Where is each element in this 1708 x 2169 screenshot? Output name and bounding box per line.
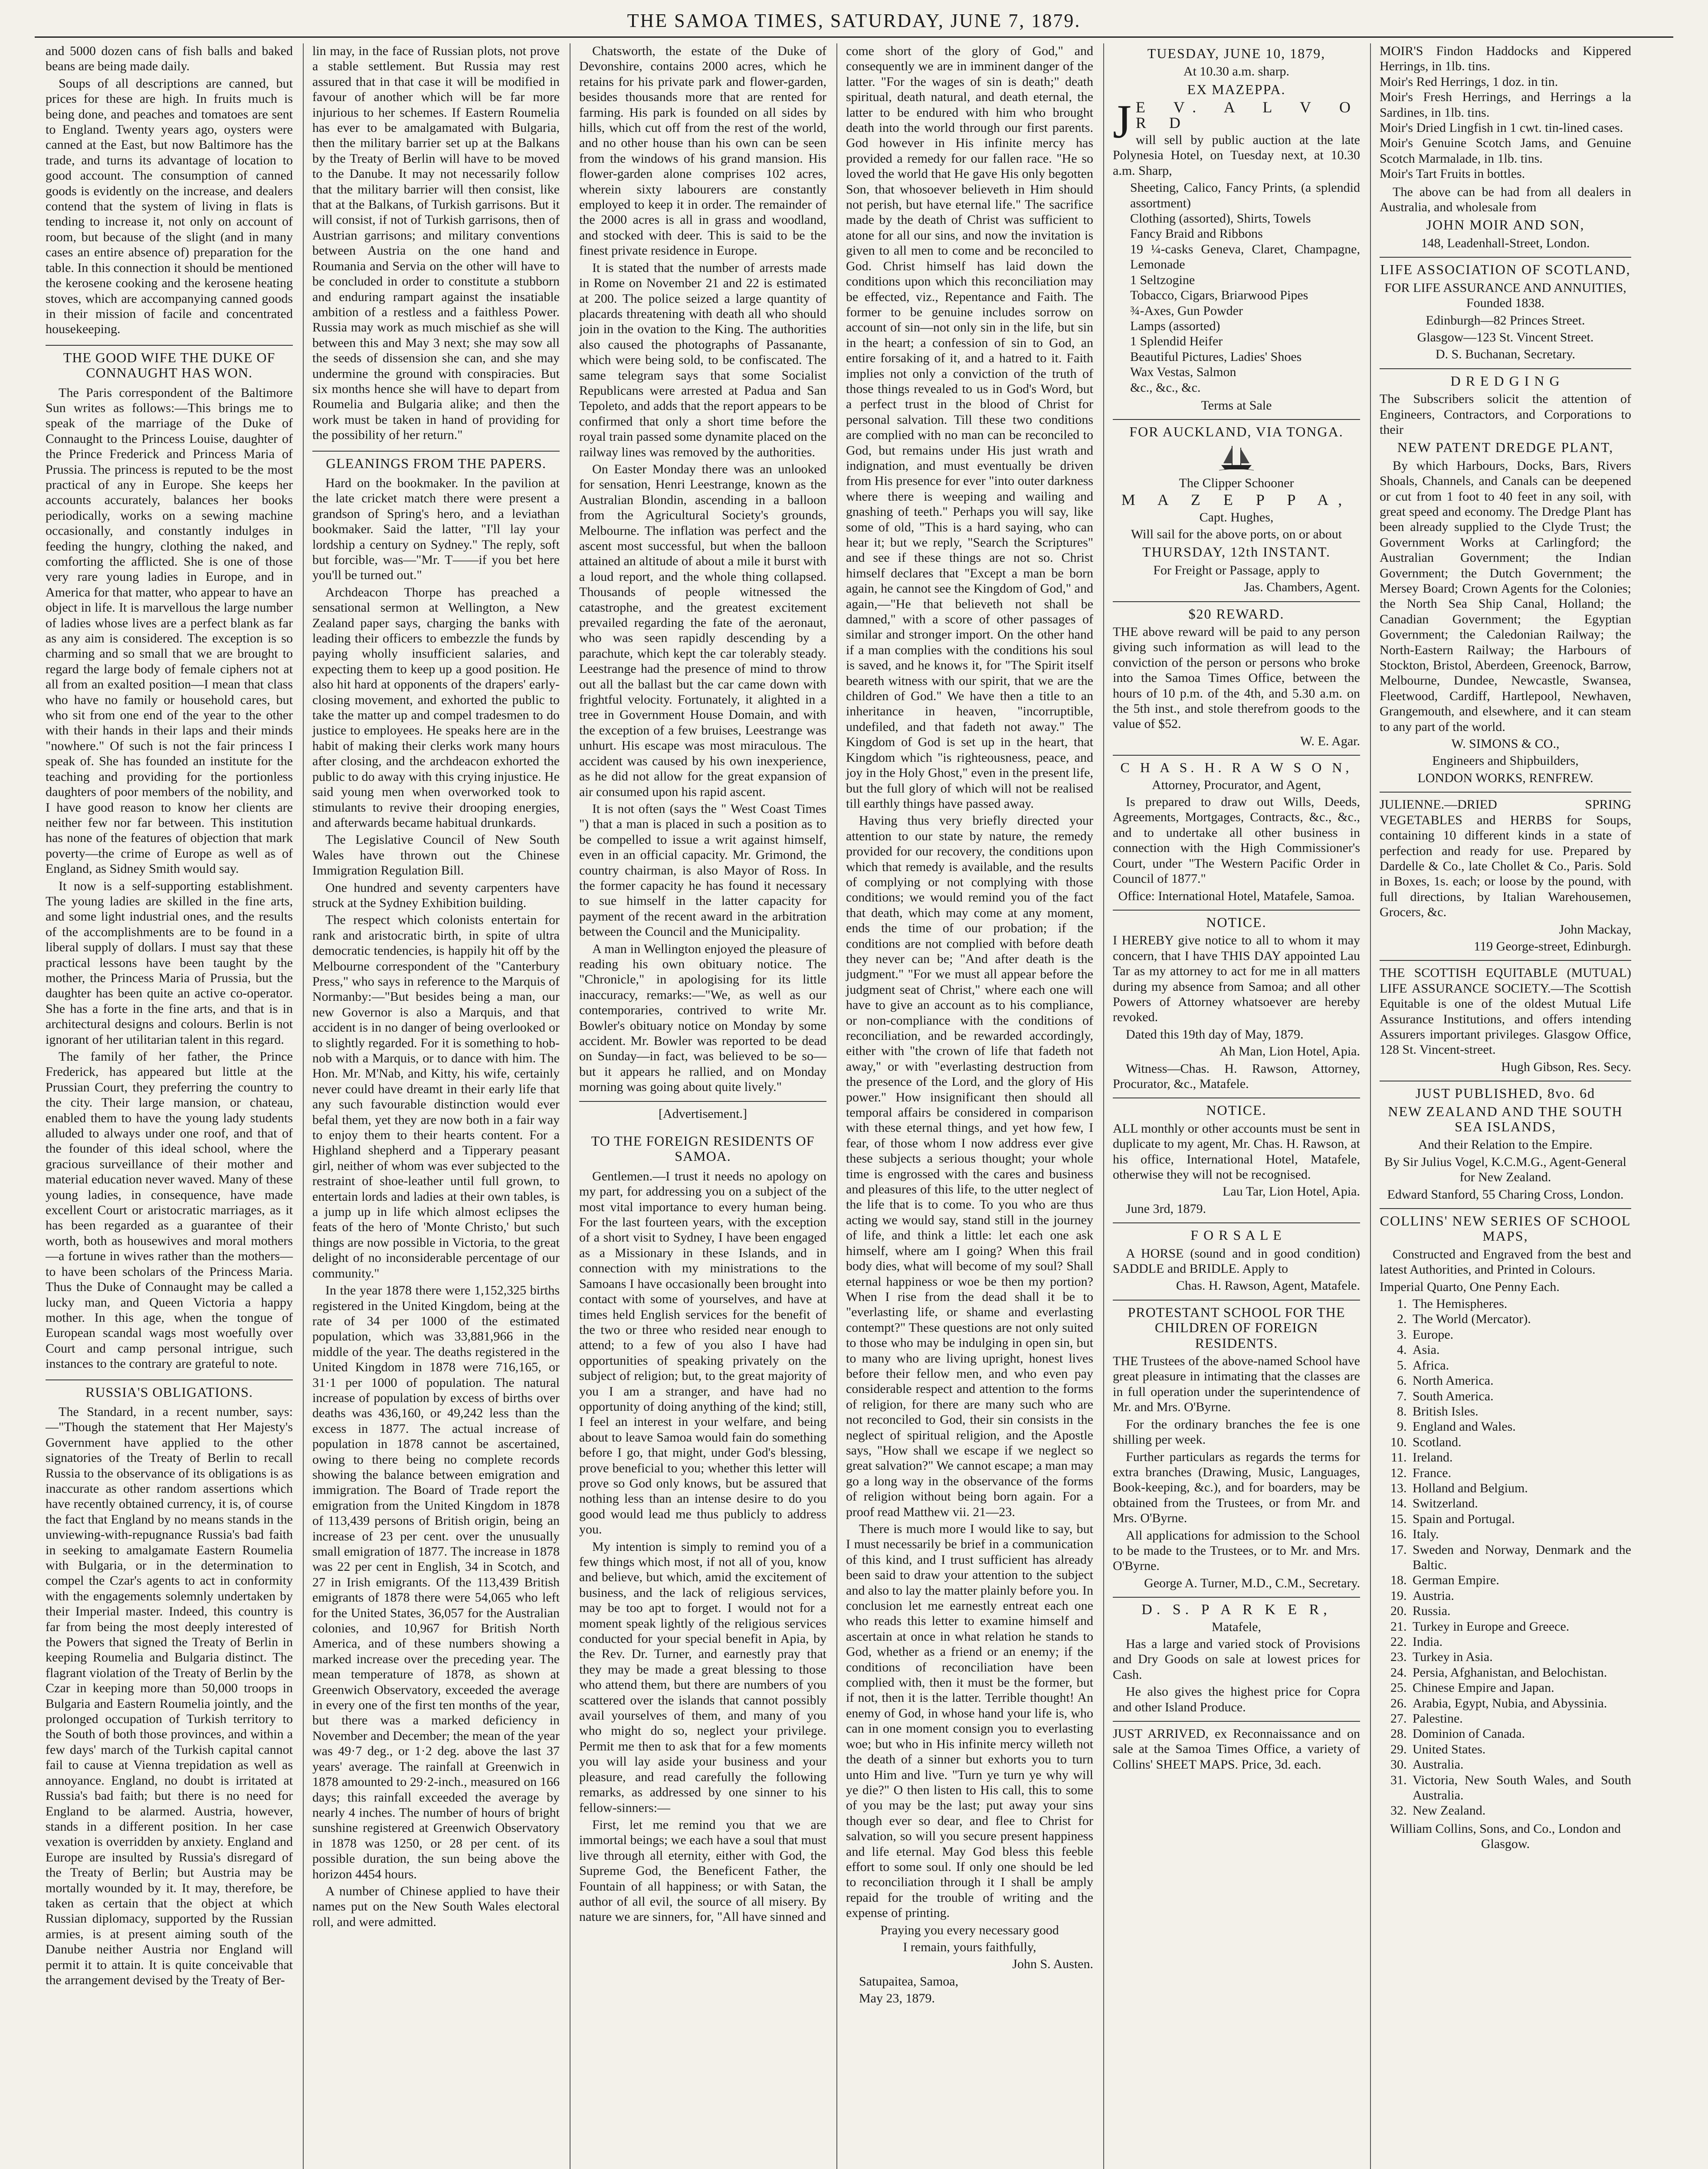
paragraph: In the year 1878 there were 1,152,325 births registered in the United Kingdom, being at the rate of 34 per 1000 of the estimated population, which was 33,881,966 in the middle of the year. The deaths registered in the United Kingdom in 1878 were 716,165, or 31·1 per 1000 of population. The natural increase of population by excess of births over deaths was 436,160, or 49,242 less than the excess in 1877. The actual increase of population in 1878 cannot be ascertained, owing to there being no complete records showing the balance between emigration and immigration. The Board of Trade report the emigration from the United Kingdom in 1878 of 113,439 persons of British origin, being an increase of 23 per cent. over the unusually small emigration of 1877. The increase in 1878 was 22 per cent in English, 34 in Scotch, and 27 in Irish emigrants. Of the 113,439 British emigrants of 1878 there were 54,065 who left for the United States, 36,057 for the Australian colonies, and 10,967 for British North America, and of these numbers showing a marked increase over the preceding year. The mean temperature of 1878, as shown at Greenwich Observatory, exceeded the average in every one of the first ten months of the year, but there was a marked deficiency in November and December; the mean of the year was 49·7 deg., or 1·2 deg. above the last 37 years' average. The rainfall at Greenwich in 1878 amounted to 29·2-inch., measured on 166 days; this rainfall exceeded the average by nearly 4 inches. The number of hours of bright sunshine registered at Greenwich Observatory in 1878 was 1250, or 28 per cent. of its possible duration, the sun being above the horizon 4454 hours. [312, 1283, 560, 1881]
dredging-text: The Subscribers solicit the attention of Engineers, Contractors, and Corporations to their [1380, 392, 1631, 437]
paragraph: The Standard, in a recent number, says:—"Though the statement that Her Majesty's Government have applied to the other signatories of the Treaty of Berlin to recall Russia to the observance of its obligations is as inaccurate as other random assertions which have recently obtained currency, it is, of course the fact that England by no means stands in the unviewing-with-repugnance Russia's bad faith in seeking to amalgamate Eastern Roumelia with Bulgaria, or in the determination to compel the Czar's agents to act in conformity with the engagements solemnly undertaken by their Imperial master. Indeed, this country is far from being the most deeply interested of the Powers that signed the Treaty of Berlin in keeping Roumelia and Bulgaria distinct. The flagrant violation of the Treaty of Berlin by the Czar in keeping more than 50,000 troops in Bulgaria and Eastern Roumelia jointly, and the prolonged occupation of Turkish territory to the South of both those provinces, and within a few days' march of the Turkish capital cannot fail to cause at Vienna trepidation as well as annoyance. England, no doubt is irritated at Russia's bad faith; but there is no need for England to be alarmed. Austria, however, stands in a different position. In her case vexation is overridden by anxiety. England and Europe are insulted by Russia's disregard of the Treaty of Berlin; but Austria may be mortally wounded by it. It may, therefore, be taken as certain that the object at which Russian diplomacy, supported by the Russian armies, is at present aiming south of the Danube neither Austria nor England will permit it to attain. It is quite conceivable that the arrangement devised by the Treaty of Ber- [46, 1404, 293, 1987]
column-rule [303, 43, 304, 2169]
paragraph: A number of Chinese applied to have their names put on the New South Wales electoral roll, and were admitted. [312, 1884, 560, 1929]
divider [1380, 257, 1631, 258]
paragraph: Gentlemen.—I trust it needs no apology on my part, for addressing you on a subject of the most vital importance to every human being. For the last fourteen years, with the exception of a short visit to Sydney, I have been engaged as a Missionary in these Islands, and in connection with my ministrations to the Samoans I have occasionally been brought into contact with some of yourselves, and have at times held English services for the benefit of the two or three who resided near enough to attend; to a few of you also I have had opportunities of speaking privately on the subject of religion; but, to the great majority of you I am a stranger, and have had no opportunity of doing anything of the kind; still, I feel an interest in your welfare, and being about to leave Samoa would fain do something before I go, that might, under God's blessing, prove beneficial to you; whether this letter will prove so God only knows, but be assured that nothing less than an intense desire to do you good would lead me thus publicly to address you. [579, 1169, 826, 1537]
for-sale-signature: Chas. H. Rawson, Agent, Matafele. [1176, 1278, 1360, 1293]
date-line: May 23, 1879. [859, 1991, 935, 2006]
map-item: 18. German Empire. [1410, 1573, 1631, 1588]
list-item: Tobacco, Cigars, Briarwood Pipes [1130, 288, 1308, 303]
newspaper-title: THE SAMOA TIMES, SATURDAY, JUNE 7, 1879. [627, 10, 1081, 31]
headline-foreign-residents: TO THE FOREIGN RESIDENTS OF SAMOA. [591, 1133, 815, 1164]
map-item: 24. Persia, Afghanistan, and Belochistan. [1410, 1665, 1631, 1680]
map-item: 9. England and Wales. [1410, 1419, 1631, 1434]
captain: Capt. Hughes, [1199, 510, 1274, 524]
list-item: 19 ¼-casks Geneva, Claret, Champagne, Lemonade [1130, 242, 1360, 272]
map-item: 12. France. [1410, 1465, 1631, 1481]
paragraph: It now is a self-supporting establishment. The young ladies are skilled in the fine arts, and some light industrial ones, and the results of the accomplishments are to be found in a liberal supply of dollars. I must say that these practical lessons have been taught by the mother, the Princess Maria of Prussia, but the daughter has been quite an active co-operator. She has a forte in the fine arts, and that is in architectural designs and colours. Berlin is not ignorant of her utilitarian talent in this regard. [46, 878, 293, 1047]
notice-signature: Ah Man, Lion Hotel, Apia. [1219, 1044, 1360, 1059]
divider [1113, 1721, 1360, 1722]
map-item: 11. Ireland. [1410, 1450, 1631, 1465]
list-item: Beautiful Pictures, Ladies' Shoes [1130, 349, 1302, 364]
parker-name: D. S. P A R K E R, [1141, 1602, 1331, 1618]
map-item: 32. New Zealand. [1410, 1803, 1631, 1818]
map-item: 31. Victoria, New South Wales, and South Australia. [1410, 1773, 1631, 1803]
paragraph: First, let me remind you that we are immortal beings; we each have a soul that must live through all eternity, either with God, the Supreme God, the Beneficent Father, the Fountain of all happiness; or with Satan, the author of all evil, the source of all misery. By nature we are sinners, for, "All have sinned and [579, 1817, 826, 1924]
map-item: 19. Austria. [1410, 1588, 1631, 1603]
map-item: 28. Dominion of Canada. [1410, 1726, 1631, 1741]
maps-list [1410, 1296, 1631, 1818]
map-item: 30. Australia. [1410, 1757, 1631, 1772]
paragraph: There is much more I would like to say, but I must necessarily be brief in a communication of this kind, and I trust sufficient has already been said to draw your attention to the subject and also to lay the matter plainly before you. In conclusion let me earnestly entreat each one who reads this letter to examine himself and ascertain at once in what relation he stands to God, whether as a friend or an enemy; if the conditions of reconciliation have been complied with, then it must be the former, but if not, then it is the latter. Terrible thought! An enemy of God, in whose hand your life is, who can in one moment consign you to everlasting woe; but who in His infinite mercy willeth not the death of a sinner but exhorts you to turn unto Him and live. "Turn ye turn ye why will ye die?" O then listen to His call, this to some of you may be the last; put away your sins though ever so dear, and flee to Christ for salvation, so will you secure present happiness and life eternal. May God bless this feeble effort to some soul. If only one should be led to reconciliation through it I shall be amply repaid for the trouble of writing and the expense of printing. [846, 1522, 1093, 1920]
map-item: 8. British Isles. [1410, 1404, 1631, 1419]
column-1 [41, 43, 297, 2169]
rawson-text: Is prepared to draw out Wills, Deeds, Agreements, Mortgages, Contracts, &c., &c., and to undertake all other business in connection with the High Commissioner's Court, under "The Western Pacific Order in Council of 1877." [1113, 795, 1360, 886]
headline-gleanings: GLEANINGS FROM THE PAPERS. [312, 451, 560, 471]
notice-date: June 3rd, 1879. [1126, 1201, 1206, 1216]
map-item: 6. North America. [1410, 1373, 1631, 1388]
paragraph: Chatsworth, the estate of the Duke of Devonshire, contains 2000 acres, which he retains for his private park and flower-garden, besides thousands more that are rented for farming. His park is founded on all sides by hills, which cut off from the rest of the world, and no other house than his own can be seen from the windows of his grand mansion. His flower-garden alone comprises 102 acres, wherein sixty labourers are constantly employed to keep it in order. The remainder of the 2000 acres is all in grass and woodland, and stocked with deer. This is said to be the finest private residence in Europe. [579, 44, 826, 258]
address-line: Edinburgh—82 Princes Street. [1426, 313, 1585, 328]
moir-text: The above can be had from all dealers in Australia, and wholesale from [1380, 184, 1631, 215]
reward-signature: W. E. Agar. [1300, 734, 1360, 748]
simons-signature: W. SIMONS & CO., [1451, 737, 1560, 751]
map-item: 2. The World (Mercator). [1410, 1311, 1631, 1327]
map-item: 14. Switzerland. [1410, 1496, 1631, 1511]
divider [1113, 601, 1360, 602]
book-author: By Sir Julius Vogel, K.C.M.G., Agent-General for New Zealand. [1384, 1154, 1627, 1185]
notice-headline: NOTICE. [1206, 1102, 1267, 1118]
mackay-signature: John Mackay, [1559, 922, 1631, 937]
list-item: Moir's Fresh Herrings, and Herrings a la Sardines, in 1lb. tins. [1380, 90, 1631, 120]
collins-maps-headline: COLLINS' NEW SERIES OF SCHOOL MAPS, [1380, 1213, 1631, 1244]
moir-name: JOHN MOIR AND SON, [1426, 217, 1585, 233]
paragraph: The family of her father, the Prince Frederick, has appeared but little at the Prussian Court, they preferring the country to the city. Their large mansion, or chateau, enabled them to have the young lady students alluded to always under one roof, and that of the founder of this ideal school, where the gracious surveillance of their mother and material education never waved. Many of these young ladies, in consequence, have made excellent Court or aristocratic marriages, as it has been regarded as a guarantee of their worth, both as housewives and moral mothers—a fortune in wives rather than the mothers—to have been scholars of the Princess Maria. Thus the Duke of Connaught may be called a lucky man, and Queen Victoria a happy mother. In this age, when the tongue of European scandal wags most woefully over Court and camp personal intrigue, such instances to the contrary are grateful to note. [46, 1049, 293, 1371]
collins-sub: Imperial Quarto, One Penny Each. [1380, 1279, 1560, 1294]
simons-works: LONDON WORKS, RENFREW. [1417, 770, 1593, 785]
notice-date: Dated this 19th day of May, 1879. [1126, 1027, 1304, 1042]
divider [1113, 910, 1360, 911]
list-item: Wax Vestas, Salmon [1130, 365, 1236, 380]
map-item: 17. Sweden and Norway, Denmark and the Baltic. [1410, 1542, 1631, 1573]
life-association-sub: FOR LIFE ASSURANCE AND ANNUITIES, Founded 1838. [1384, 280, 1626, 311]
gibson-signature: Hugh Gibson, Res. Secy. [1501, 1059, 1631, 1074]
school-headline: PROTESTANT SCHOOL FOR THE CHILDREN OF FOREIGN RESIDENTS. [1128, 1304, 1345, 1351]
divider [1380, 960, 1631, 961]
for-sale-headline: F O R S A L E [1190, 1227, 1282, 1243]
divider [1113, 755, 1360, 756]
sail-text: Will sail for the above ports, on or about [1131, 527, 1342, 541]
agent-signature: Jas. Chambers, Agent. [1244, 580, 1360, 595]
advertisement-label: [Advertisement.] [658, 1106, 747, 1121]
map-item: 23. Turkey in Asia. [1410, 1649, 1631, 1664]
paragraph: lin may, in the face of Russian plots, not prove a stable settlement. But Russia may rest assured that in that case it will be modified in favour of another which will be far more injurious to her schemes. If Eastern Roumelia has ever to be amalgamated with Bulgaria, then the military barrier set up at the Balkans by the Treaty of Berlin will have to be moved to the Danube. It may not necessarily follow that the military barrier will then consist, like that at the Balkans, of Turkish garrisons. But it will consist, if not of Turkish garrisons, then of Austrian garrisons; and military conventions between Austria on the one hand and Roumania and Servia on the other will have to be concluded in order to constitute a stubborn and enduring rampart against the insatiable ambition of a restless and a faithless Power. Russia may work as much mischief as she will between this and May 3 next; she may sow all the seeds of dissension she can, and she may undermine the ground with conspiracies. But six months hence she will have to depart from Roumelia and Bulgaria alike; and then the work must be taken in hand of providing for the possibility of her return." [312, 44, 560, 442]
column-4 [842, 43, 1098, 2169]
paragraph: Having thus very briefly directed your attention to our state by nature, the remedy provided for our recovery, the conditions upon which that remedy is available, and the results of complying or not complying with those conditions; we would remind you of the fact that death, which may come at any moment, ends the time of our probation; if the conditions are not complied with before death they never can be; "And after death is the judgment." "For we must all appear before the judgment seat of Christ," where each one will have to give an account as to his compliance, or non-compliance with the conditions of reconciliation, and be rewarded accordingly, either with "the crown of life that fadeth not away," or with "everlasting destruction from the presence of the Lord, and the glory of His power." How insignificant then should all temporal affairs be considered in comparison with these eternal things, and yet how few, I fear, of those whom I now address ever give these subjects a serious thought; your whole time is engrossed with the cares and business and pleasures of this life, to the utter neglect of the life that is to come. To you who are thus acting we would say, stand still in the journey of life, and think a little: let each one ask himself, where am I going? When this frail body dies, what will become of my soul? Shall eternal happiness or woe be then my portion? When I rise from the dead shall it be to "everlasting life, or shame and everlasting contempt?" These questions are not only suited to those who may be indulging in open sin, but to many who are living upright, honest lives before their fellow men, and who even pay considerable respect and attention to the forms of religion, for there are many such who are not reconciled to God, their sin consists in the neglect of spiritual religion, and the Apostle says, "How shall we escape if we neglect so great salvation?" We cannot escape; a man may go a long way in the observance of the forms of religion without being born again. For a proof read Matthew vii. 21—23. [846, 813, 1093, 1519]
auction-ship: EX MAZEPPA. [1187, 81, 1286, 97]
ship-name: M A Z E P P A, [1121, 491, 1352, 509]
column-6-ads [1375, 43, 1636, 2169]
divider [1113, 1300, 1360, 1301]
paragraph: Hard on the bookmaker. In the pavilion at the late cricket match there were present a grandson of Spring's hero, and a leviathan bookmaker. Said the latter, "I'll lay your lordship a century on Sydney." The reply, soft but forcible, was—"Mr. T——if you bet here you'll be turned out." [312, 475, 560, 583]
notice-headline: NOTICE. [1206, 914, 1267, 930]
parker-place: Matafele, [1211, 1619, 1262, 1634]
map-item: 4. Asia. [1410, 1342, 1631, 1357]
map-item: 5. Africa. [1410, 1358, 1631, 1373]
paragraph: On Easter Monday there was an unlooked for sensation, Henri Leestrange, known as the Australian Blondin, ascending in a balloon from the Agricultural Society's grounds, Melbourne. The inflation was perfect and the ascent most successful, but when the balloon attained an altitude of about a mile it burst with a loud report, and the whole thing collapsed. Thousands of people witnessed the catastrophe, and the greatest excitement prevailed regarding the fate of the aeronaut, who was seen rapidly descending by a parachute, which kept the car tolerably steady. Leestrange had the presence of mind to throw out all the ballast but the car came down with frightful velocity. Fortunately, it alighted in a tree in Government House Domain, and with the exception of a few bruises, Leestrange was unhurt. His escape was most miraculous. The accident was caused by his own inexperience, as he did not allow for the great expansion of air consumed upon his rapid ascent. [579, 462, 826, 799]
paragraph: The Legislative Council of New South Wales have thrown out the Chinese Immigration Regulation Bill. [312, 832, 560, 878]
school-text: Further particulars as regards the terms for extra branches (Drawing, Music, Languages, Book-keeping, &c.), and for boarders, may be obtained from the Trustees, or from Mr. and Mrs. O'Byrne. [1113, 1449, 1360, 1526]
sail-date: THURSDAY, 12th INSTANT. [1142, 544, 1331, 560]
book-subtitle: And their Relation to the Empire. [1418, 1137, 1593, 1152]
schooner-label: The Clipper Schooner [1179, 475, 1294, 490]
closing-line: I remain, yours faithfully, [903, 1940, 1036, 1954]
place-line: Satupaitea, Samoa, [859, 1974, 959, 1989]
terms: Terms at Sale [1201, 398, 1272, 413]
maps-arrival-text: JUST ARRIVED, ex Reconnaissance and on sale at the Samoa Times Office, a variety of Collins' SHEET MAPS. Price, 3d. each. [1113, 1727, 1360, 1772]
list-item: 1 Splendid Heifer [1130, 334, 1223, 349]
map-item: 22. India. [1410, 1634, 1631, 1649]
mackay-address: 119 George-street, Edinburgh. [1474, 939, 1631, 953]
notice-witness: Witness—Chas. H. Rawson, Attorney, Procurator, &c., Matafele. [1113, 1061, 1360, 1091]
column-2 [308, 43, 564, 2169]
map-item: 15. Spain and Portugal. [1410, 1511, 1631, 1527]
dredging-headline: D R E D G I N G [1450, 373, 1560, 389]
masthead-rule [35, 36, 1673, 38]
column-3 [575, 43, 831, 2169]
list-item: Clothing (assorted), Shirts, Towels [1130, 211, 1311, 226]
dredging-text: By which Harbours, Docks, Bars, Rivers Shoals, Channels, and Canals can be deepened or cut from 1 foot to 40 feet in any soil, with great speed and economy. The Dredge Plant has been already supplied to the Clyde Trust; the Government Works at Carlingford; the Australian Government; the Indian Government; the Dutch Government; the Mersey Board; Crown Agents for the Colonies; the North Sea Ship Canal, Holland; the Canadian Government; the Egyptian Government; the Caledonian Railway; the North-Eastern Railway; the Harbours of Stockton, Bristol, Aberdeen, Greenock, Barrow, Melbourne, Dundee, Newcastle, Swansea, Fleetwood, Cardiff, Hartlepool, Newhaven, Grangemouth, and elsewhere, and it can steam to any part of the world. [1380, 458, 1631, 734]
scottish-equitable-text: THE SCOTTISH EQUITABLE (MUTUAL) LIFE ASSURANCE SOCIETY.—The Scottish Equitable is one of the oldest Mutual Life Assurance Institutions, and offers intending Assurers important privileges. Glasgow Office, 128 St. Vincent-street. [1380, 966, 1631, 1057]
moir-products [1380, 43, 1631, 182]
paragraph: One hundred and seventy carpenters have struck at the Sydney Exhibition building. [312, 880, 560, 910]
book-publisher: Edward Stanford, 55 Charing Cross, London. [1387, 1187, 1624, 1202]
notice-text: ALL monthly or other accounts must be sent in duplicate to my agent, Mr. Chas. H. Rawson, at his office, International Hotel, Matafele, otherwise they will not be recognised. [1113, 1121, 1360, 1182]
paragraph: Soups of all descriptions are canned, but prices for these are high. In fruits much is being done, and peaches and tomatoes are sent to England. Twenty years ago, oysters were canned at the East, but now Baltimore has the trade, and turns its advantage of location to good account. The consumption of canned goods is evidently on the increase, and dealers contend that the system of living in flats is tending to increase it, not only on account of room, but because of the slight (and in many cases an entire absence of) preparation for the table. In this connection it should be mentioned the kerosene cooking and the kerosene heating stoves, which are accompanying canned goods in their mission of facile and concentrated housekeeping. [46, 76, 293, 337]
paragraph: A man in Wellington enjoyed the pleasure of reading his own obituary notice. The "Chronicle," in apologising for its little inaccuracy, remarks:—"We, as well as our contemporaries, contrived to write Mr. Bowler's obituary notice on Monday by some accident. Mr. Bowler was reported to be dead on Sunday—in fact, was believed to be so—but it appears he rallied, and on Monday morning was going about quite lively." [579, 941, 826, 1094]
column-rule [1370, 43, 1371, 2169]
life-association-headline: LIFE ASSOCIATION OF SCOTLAND, [1380, 262, 1631, 278]
column-5-ads [1108, 43, 1364, 2169]
rawson-title: Attorney, Procurator, and Agent, [1151, 777, 1321, 792]
schooner-icon [1217, 442, 1256, 473]
divider [1113, 1222, 1360, 1223]
dropcap: J [1113, 95, 1131, 148]
parker-text: Has a large and varied stock of Provisions and Dry Goods on sale at lowest prices for Cash. [1113, 1636, 1360, 1682]
school-text: THE Trustees of the above-named School have great pleasure in intimating that the classes are in full operation under the superintendence of Mr. and Mrs. O'Byrne. [1113, 1354, 1360, 1415]
paragraph: come short of the glory of God," and consequently we are in imminent danger of the latter. "For the wages of sin is death;" death spiritual, death natural, and death eternal, the latter to be endured with him who brought death into the world through our first parents. God however in His infinite mercy has provided a remedy for our fallen race. "He so loved the world that He gave His only begotten Son, that whosoever believeth in Him should not perish, but have eternal life." The sacrifice made by the death of Christ was sufficient to atone for all our sins, and now the invitation is given to all men to come and be reconciled to God. Christ himself has laid down the conditions upon which this reconciliation may be effected, viz., Repentance and Faith. The former to be genuine includes sorrow on account of sin—not only sin in the life, but sin in the heart; a confession of sin to God, an entire forsaking of it, and a hatred to it. Faith implies not only a conviction of the truth of those things revealed to us in God's Word, but a perfect trust in the blood of Christ for personal salvation. Till these two conditions are complied with no man can be reconciled to God, but remains under His just wrath and indignation, and must eventually be driven from His presence for ever "into outer darkness where there is weeping and wailing and gnashing of teeth." Perhaps you will say, like some of old, "This is a hard saying, who can hear it; but we reply, "Search the Scriptures" and see if these things are not so. Christ himself declares that "Except a man be born again, he cannot see the Kingdom of God," and again,—"He that believeth not shall be damned," with a score of other passages of similar and stronger import. On the other hand if a man complies with the conditions his soul is saved, and he knows it, for "The Spirit itself beareth witness with our spirit, that we are the children of God." We have then a title to an inheritance in heaven, "incorruptible, undefiled, and that fadeth not away." The Kingdom of God is set up in the heart, that Kingdom which "is righteousness, peace, and joy in the Holy Ghost," even in the present life, but the full glory of which will not be realised till earthly things have passed away. [846, 44, 1093, 811]
list-item: Moir's Genuine Scotch Jams, and Genuine Scotch Marmalade, in 1lb. tins. [1380, 136, 1631, 166]
map-item: 20. Russia. [1410, 1603, 1631, 1619]
list-item: 1 Seltzogine [1130, 272, 1195, 287]
column-rule [836, 43, 837, 2169]
rawson-name: C H A S. H. R A W S O N, [1120, 760, 1353, 776]
list-item: Moir's Dried Lingfish in 1 cwt. tin-lined cases. [1380, 121, 1623, 135]
just-published-headline: JUST PUBLISHED, 8vo. 6d [1415, 1085, 1596, 1101]
address-line: Glasgow—123 St. Vincent Street. [1417, 330, 1594, 344]
list-item: Sheeting, Calico, Fancy Prints, (a splendid assortment) [1130, 180, 1360, 210]
paragraph: It is not often (says the " West Coast Times ") that a man is placed in such a position as to be compelled to issue a writ against himself, even in an official capacity. Mr. Grimond, the country chairman, is also Mayor of Ross. In the former capacity he has found it necessary to sue himself in the latter capacity for payment of the recent award in the arbitration between the Council and the Municipality. [579, 801, 826, 939]
reward-text: THE above reward will be paid to any person giving such information as will lead to the conviction of the person or persons who broke into the Samoa Times Office, between the hours of 10 p.m. of the 4th, and 5.30 a.m. on the 5th inst., and stole therefrom goods to the value of $52. [1113, 625, 1360, 731]
paragraph: The Paris correspondent of the Baltimore Sun writes as follows:—This brings me to speak of the marriage of the Duke of Connaught to the Princess Louise, daughter of the Prince Frederick and Princess Maria of Prussia. The princess is reputed to be the most practical of any in Europe. She keeps her accounts accurately, balances her books periodically, works on a sewing machine occasionally, and constantly indulges in feeding the hungry, clothing the naked, and comforting the afflicted. She is one of those very rare young ladies in Europe, and in America for that matter, who appear to have an object in life. It is marvellous the large number of ladies whose lives are a perfect blank as far as any aim is considered. The exception is so charming and so small that we are brought to regard the large body of female ciphers not at all from an exalted position—I mean that class who have no family or household cares, but who sit from one end of the year to the other with their hands in their laps and their minds "nowhere." Of such is not the fair princess I speak of. She has founded an institute for the teaching and providing for the portionless daughters of poor members of the nobility, and I have good reason to know her clients are neither few nor far between. This institution has none of the features of objection that mark poverty—the crime of Europe as well as of England, as Sidney Smith would say. [46, 385, 293, 876]
masthead [0, 0, 1708, 41]
auction-items [1130, 180, 1360, 395]
map-item: 3. Europe. [1410, 1327, 1631, 1342]
auckland-headline: FOR AUCKLAND, VIA TONGA. [1129, 424, 1344, 440]
paragraph: My intention is simply to remind you of a few things which most, if not all of you, know and believe, but which, amid the excitement of business, and the lack of religious services, may be too apt to forget. I would not for a moment speak lightly of the religious services conducted for your special benefit in Apia, by the Rev. Dr. Turner, and earnestly pray that they may be made a great blessing to those who attend them, but there are numbers of you scattered over the islands that cannot possibly avail yourselves of them, and many of you who might do so, neglect your privilege. Permit me then to ask that for a few moments you will lay aside your business and your pleasure, and read carefully the following remarks, as addressed by one sinner to his fellow-sinners:— [579, 1539, 826, 1815]
divider [1380, 1208, 1631, 1209]
paragraph: It is stated that the number of arrests made in Rome on November 21 and 22 is estimated at 200. The police seized a large quantity of placards threatening with death all who should join in the ovation to the King. The authorities also caused the photographs of Passanante, which were being sold, to be confiscated. The same telegram says that some Socialist Republicans were arrested at Padua and San Tepoleto, and adds that the report appears to be confirmed that only a short time before the royal train passed some dynamite placed on the railway lines was removed by the authorities. [579, 260, 826, 459]
map-item: 27. Palestine. [1410, 1711, 1631, 1726]
map-item: 26. Arabia, Egypt, Nubia, and Abyssinia. [1410, 1696, 1631, 1711]
auction-date: TUESDAY, JUNE 10, 1879, [1147, 46, 1326, 61]
book-title: NEW ZEALAND AND THE SOUTH SEA ISLANDS, [1388, 1103, 1623, 1134]
dredge-plant-heading: NEW PATENT DREDGE PLANT, [1397, 439, 1614, 455]
reward-headline: $20 REWARD. [1188, 606, 1285, 622]
school-signature: George A. Turner, M.D., C.M., Secretary. [1144, 1576, 1360, 1590]
secretary-signature: D. S. Buchanan, Secretary. [1435, 347, 1576, 362]
parker-text: He also gives the highest price for Copra and other Island Produce. [1113, 1684, 1360, 1714]
list-item: Moir's Red Herrings, 1 doz. in tin. [1380, 74, 1558, 89]
list-item: ¾-Axes, Gun Powder [1130, 303, 1243, 318]
map-item: 10. Scotland. [1410, 1435, 1631, 1450]
auction-advert [1113, 95, 1360, 178]
map-item: 29. United States. [1410, 1742, 1631, 1757]
list-item: &c., &c., &c. [1130, 380, 1201, 395]
closing-line: Praying you every necessary good [880, 1923, 1059, 1937]
collins-text: Constructed and Engraved from the best and latest Authorities, and Printed in Colours. [1380, 1247, 1631, 1277]
simons-title: Engineers and Shipbuilders, [1432, 754, 1579, 768]
freight-text: For Freight or Passage, apply to [1153, 563, 1320, 577]
map-item: 1. The Hemispheres. [1410, 1296, 1631, 1311]
map-item: 13. Holland and Belgium. [1410, 1481, 1631, 1496]
divider [1380, 792, 1631, 793]
auction-time: At 10.30 a.m. sharp. [1183, 64, 1290, 79]
headline-russias-obligations: RUSSIA'S OBLIGATIONS. [46, 1379, 293, 1400]
moir-address: 148, Leadenhall-Street, London. [1421, 236, 1590, 250]
list-item: MOIR'S Findon Haddocks and Kippered Herrings, in 1lb. tins. [1380, 44, 1631, 74]
collins-signature: William Collins, Sons, and Co., London and Glasgow. [1390, 1821, 1621, 1851]
julienne-text: JULIENNE.—DRIED SPRING VEGETABLES and HERBS for Soups, containing 10 different kinds in a state of perfection and ready for use. Prepared by Dardelle & Co., late Chollet & Co., Paris. Sold in Boxes, 1s. each; or loose by the pound, with full directions, by Italian Warehousemen, Grocers, &c. [1380, 797, 1631, 920]
school-text: For the ordinary branches the fee is one shilling per week. [1113, 1417, 1360, 1447]
list-item: Moir's Tart Fruits in bottles. [1380, 167, 1525, 181]
map-item: 25. Chinese Empire and Japan. [1410, 1680, 1631, 1695]
paragraph: Archdeacon Thorpe has preached a sensational sermon at Wellington, a New Zealand paper says, charging the banks with leading their officers to embezzle the funds by paying wholly insufficient salaries, and expecting them to keep up a good position. He also hit hard at opponents of the drapers' early-closing movement, and exhorted the public to take the matter up and compel tradesmen to do justice to employees. He speaks here are in the habit of making their clerks work many hours after closing, and the archdeacon exhorted the public to do away with this crying injustice. He said young men when overworked took to stimulants to revive their drooping energies, and afterwards became habitual drunkards. [312, 585, 560, 830]
auction-text: will sell by public auction at the late Polynesia Hotel, on Tuesday next, at 10.30 a.m. Sharp, [1113, 133, 1360, 178]
divider [579, 1101, 826, 1102]
headline-good-wife: THE GOOD WIFE THE DUKE OF CONNAUGHT HAS WON. [46, 345, 293, 381]
for-sale-text: A HORSE (sound and in good condition) SADDLE and BRIDLE. Apply to [1113, 1246, 1360, 1276]
column-rule [1103, 43, 1104, 2169]
rawson-office: Office: International Hotel, Matafele, Samoa. [1118, 888, 1355, 903]
divider [1113, 419, 1360, 420]
map-item: 7. South America. [1410, 1389, 1631, 1404]
paragraph: and 5000 dozen cans of fish balls and baked beans are being made daily. [46, 44, 293, 74]
divider [1380, 368, 1631, 369]
notice-signature: Lau Tar, Lion Hotel, Apia. [1223, 1184, 1360, 1199]
map-item: 16. Italy. [1410, 1527, 1631, 1542]
list-item: Lamps (assorted) [1130, 318, 1220, 333]
divider [1113, 1597, 1360, 1598]
list-item: Fancy Braid and Ribbons [1130, 226, 1263, 241]
signature: John S. Austen. [1012, 1957, 1093, 1972]
map-item: 21. Turkey in Europe and Greece. [1410, 1619, 1631, 1634]
paragraph: The respect which colonists entertain for rank and aristocratic birth, in spite of ultra democratic tendencies, is happily hit off by the Melbourne correspondent of the "Canterbury Press," who says in reference to the Marquis of Normanby:—"But besides being a man, our new Governor is also a Marquis, and that accident is in no danger of being overlooked or to slightly regarded. For it is something to hob-nob with a Marquis, or to dance with him. The Hon. Mr. M'Nab, and Kitty, his wife, certainly never could have dreamt in their early life that any such favourable distinction would ever befal them, yet they are now both in a fair way to enjoy them to their hearts content. For a Highland shepherd and a Tipperary peasant girl, neither of whom was ever subjected to the restraint of shoe-leather until full grown, to entertain lords and ladies at their own tables, is a jump up in life which almost eclipses the feats of the hero of 'Monte Christo,' but such things are now possible in Victoria, to the great delight of no inconsiderable percentage of our community." [312, 913, 560, 1281]
school-text: All applications for admission to the School to be made to the Trustees, or to Mr. and Mrs. O'Byrne. [1113, 1528, 1360, 1573]
auctioneer-name: E V. A L V O R D [1135, 98, 1360, 131]
notice-text: I HEREBY give notice to all to whom it may concern, that I have THIS DAY appointed Lau Tar as my attorney to act for me in all matters during my absence from Samoa; and all other Powers of Attorney whatsoever are hereby revoked. [1113, 933, 1360, 1025]
